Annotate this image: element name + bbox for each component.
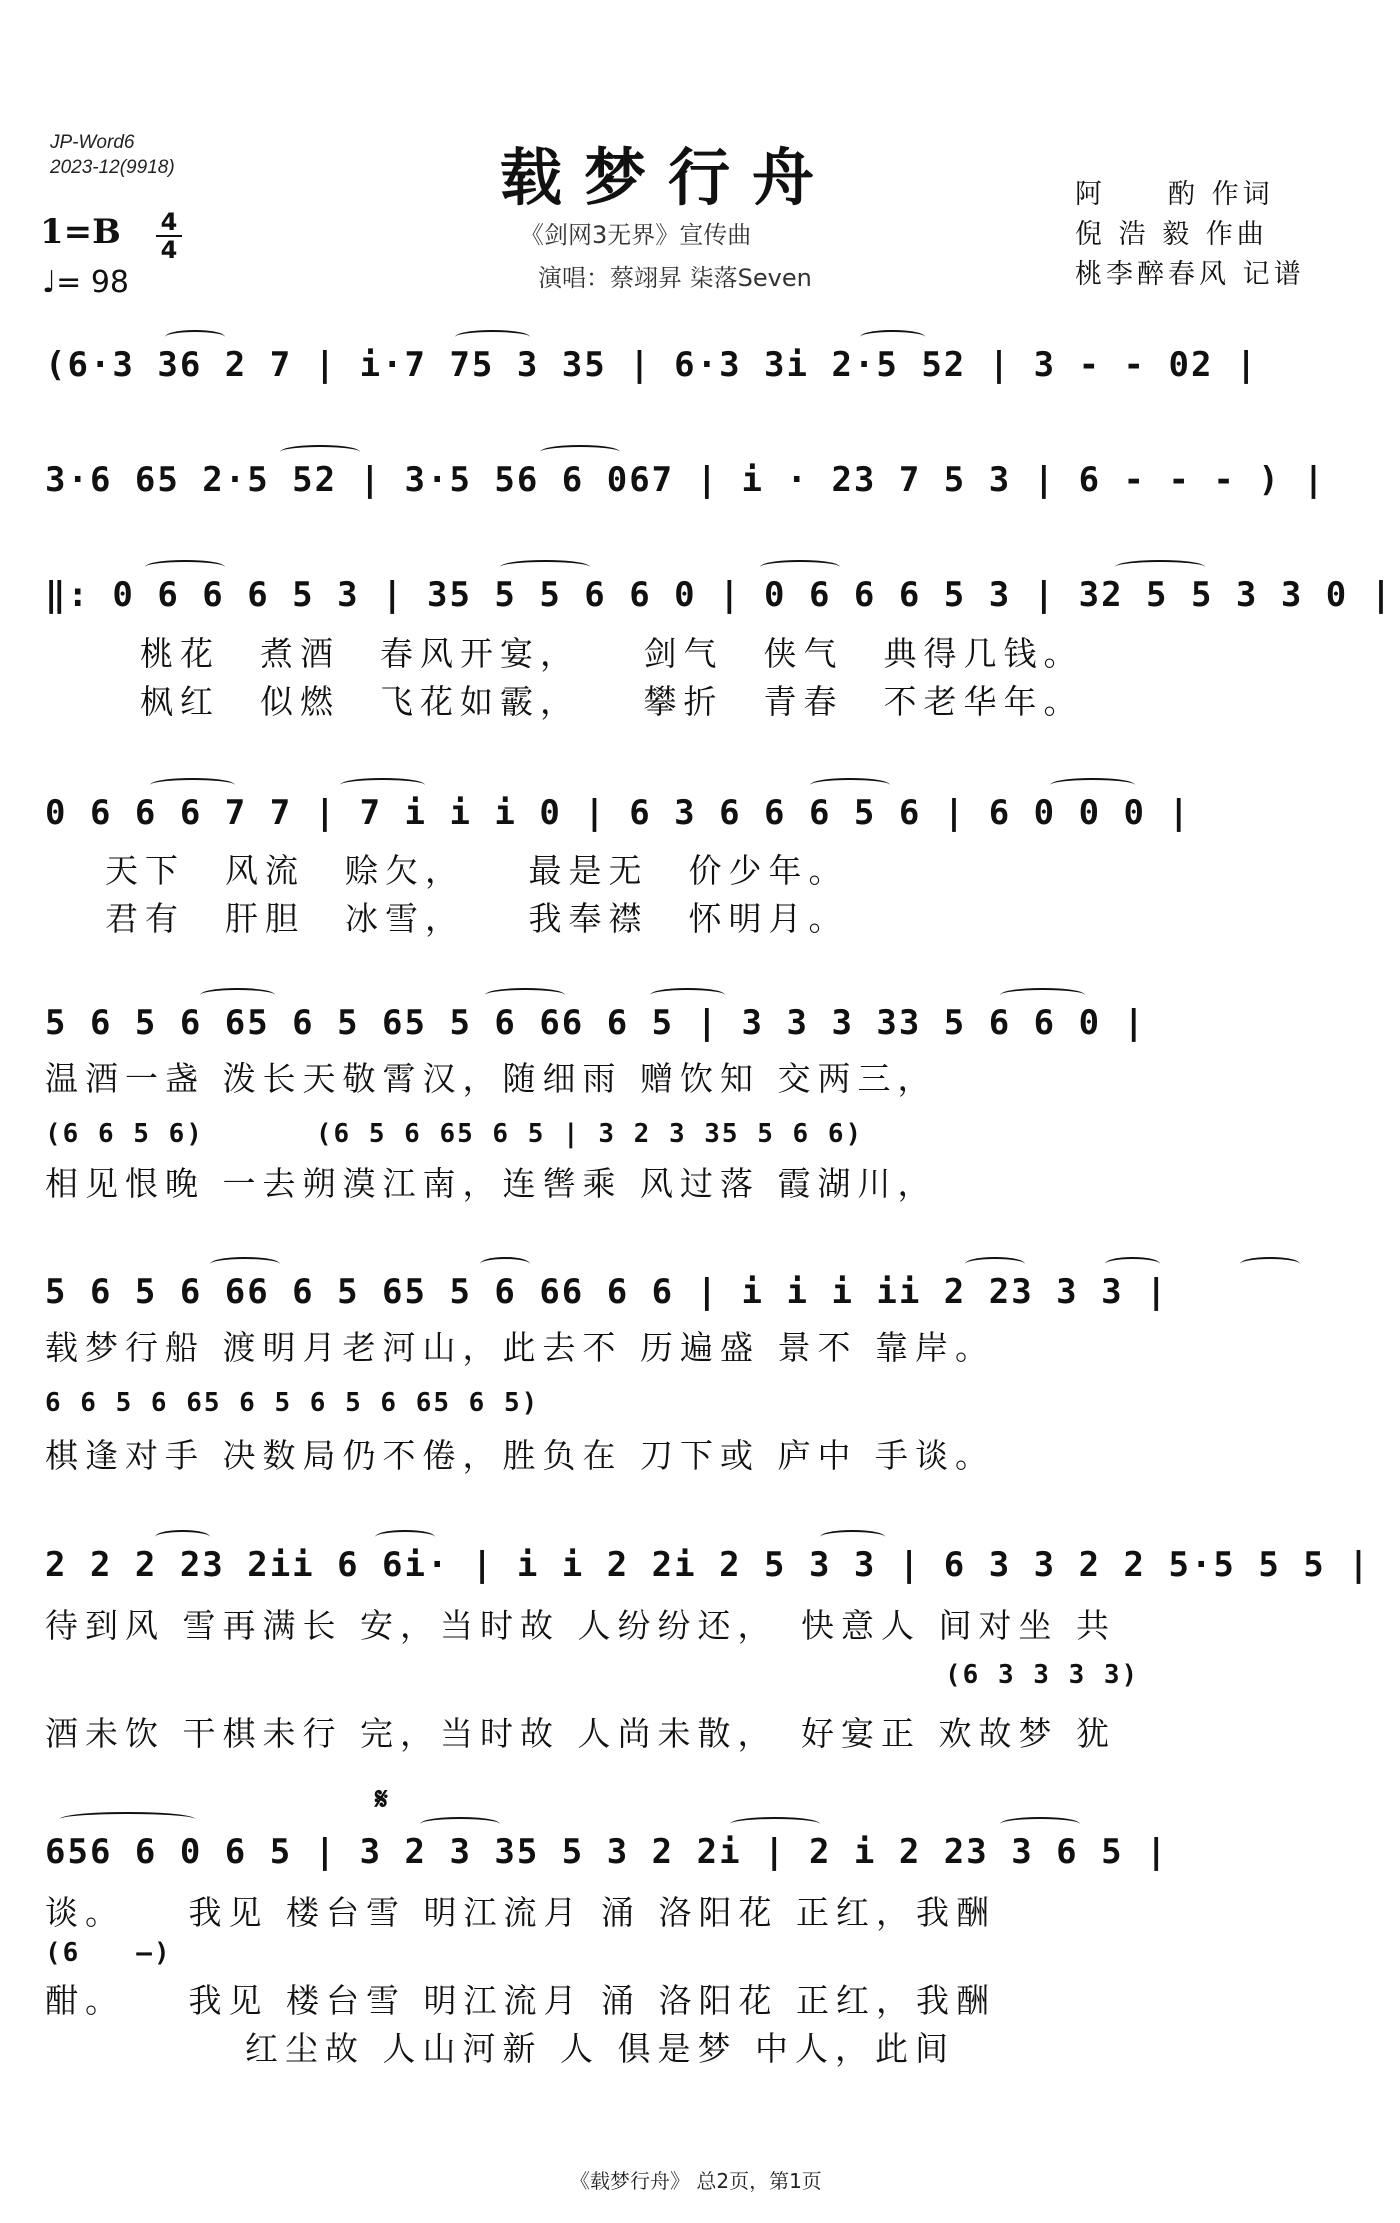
- page-footer: 《载梦行舟》 总2页，第1页: [570, 2169, 822, 2193]
- system-8-alt-lyric-1: 酣。 我见 楼台雪 明江流月 涌 洛阳花 正红，我酬: [45, 1981, 996, 2020]
- system-7-alt-lyric: 酒未饮 干棋未行 完，当时故 人尚未散， 好宴正 欢故梦 犹: [45, 1714, 1116, 1753]
- system-5-notes: 5 6 5 6 65 6 5 65 5 6 66 6 5 | 3 3 3 33 5 6 6 0 |: [45, 1003, 1147, 1043]
- system-8-lyric: 谈。 我见 楼台雪 明江流月 涌 洛阳花 正红，我酬: [45, 1893, 996, 1932]
- song-title: 载梦行舟: [500, 141, 837, 214]
- system-4-lyric-1: 天下 风流 赊欠， 最是无 价少年。: [105, 851, 849, 890]
- singers: 演唱：蔡翊昇 柒落Seven: [538, 264, 812, 292]
- system-3-lyric-2: 枫红 似燃 飞花如霰， 攀折 青春 不老华年。: [140, 682, 1084, 721]
- slur: [500, 560, 590, 574]
- version-label: 2023-12(9918): [50, 157, 175, 178]
- slur: [60, 1812, 195, 1826]
- system-5-lyric: 温酒一盏 泼长天敬霄汉，随细雨 赠饮知 交两三，: [45, 1059, 938, 1098]
- slur: [1050, 778, 1135, 792]
- slur: [1000, 1817, 1080, 1831]
- tempo-value: = 98: [56, 265, 130, 300]
- system-7-alt-notes: (6 3 3 3 3): [945, 1660, 1140, 1690]
- system-7-lyric: 待到风 雪再满长 安，当时故 人纷纷还， 快意人 间对坐 共: [45, 1606, 1116, 1645]
- slur: [1105, 1257, 1160, 1271]
- slur: [165, 330, 225, 344]
- system-6-alt-notes: 6 6 5 6 65 6 5 6 5 6 65 6 5): [45, 1388, 540, 1418]
- system-4-lyric-2: 君有 肝胆 冰雪， 我奉襟 怀明月。: [105, 899, 849, 938]
- system-8-notes: 656 6 0 6 5 | 3 2 3 35 5 3 2 2i | 2 i 2 23 3 6 5 |: [45, 1832, 1169, 1872]
- slur: [820, 1530, 885, 1544]
- system-7-notes: 2 2 2 23 2ii 6 6i· | i i 2 2i 2 5 3 3 | 6 3 3 2 2 5·5 5 5 |: [45, 1545, 1371, 1585]
- system-6-notes: 5 6 5 6 66 6 5 65 5 6 66 6 6 | i i i ii 2 23 3 3 |: [45, 1272, 1169, 1312]
- slur: [650, 988, 725, 1002]
- tempo-marking: [42, 265, 129, 300]
- composer-credit: 倪 浩 毅 作曲: [1075, 219, 1268, 250]
- system-3-notes: ‖: 0 6 6 6 5 3 | 35 5 5 6 6 0 | 0 6 6 6 5 3 | 32 5 5 3 3 0 |: [45, 575, 1394, 615]
- slur: [155, 1530, 210, 1544]
- slur: [730, 1817, 820, 1831]
- slur: [150, 778, 235, 792]
- slur: [965, 1257, 1025, 1271]
- system-3-lyric-1: 桃花 煮酒 春风开宴， 剑气 侠气 典得几钱。: [140, 634, 1084, 673]
- slur: [420, 1817, 500, 1831]
- slur: [1240, 1257, 1300, 1271]
- slur: [375, 1530, 435, 1544]
- slur: [280, 445, 360, 459]
- slur: [455, 330, 530, 344]
- slur: [145, 560, 225, 574]
- slur: [540, 445, 620, 459]
- time-signature-bottom: 4: [160, 236, 178, 264]
- slur: [1000, 988, 1085, 1002]
- quarter-note-icon: ♩: [42, 265, 57, 300]
- system-8-alt-lyric-2: 红尘故 人山河新 人 俱是梦 中人，此间: [45, 2029, 955, 2068]
- system-5-alt-notes: (6 6 5 6) (6 5 6 65 6 5 | 3 2 3 35 5 6 6): [45, 1119, 864, 1149]
- slur: [340, 778, 425, 792]
- system-6-alt-lyric: 棋逢对手 决数局仍不倦，胜负在 刀下或 庐中 手谈。: [45, 1436, 995, 1475]
- slur: [860, 330, 925, 344]
- song-subtitle: 《剑网3无界》宣传曲: [520, 221, 752, 249]
- lyricist-credit: 阿 酌 作词: [1075, 179, 1274, 210]
- time-signature: [156, 210, 182, 262]
- slur: [1115, 560, 1205, 574]
- system-2-notes: 3·6 65 2·5 52 | 3·5 56 6 067 | i · 23 7 5 3 | 6 - - - ) |: [45, 460, 1326, 500]
- slur: [485, 988, 565, 1002]
- transcriber-credit: 桃李醉春风 记谱: [1075, 259, 1305, 290]
- segno-sign: 𝄋: [375, 1782, 388, 1817]
- slur: [760, 560, 840, 574]
- time-signature-top: 4: [160, 208, 178, 236]
- slur: [810, 778, 890, 792]
- key-signature: 1=B: [40, 212, 121, 252]
- system-4-notes: 0 6 6 6 7 7 | 7 i i i 0 | 6 3 6 6 6 5 6 | 6 0 0 0 |: [45, 793, 1191, 833]
- slur: [480, 1257, 530, 1271]
- slur: [200, 988, 275, 1002]
- system-6-lyric: 载梦行船 渡明月老河山，此去不 历遍盛 景不 靠岸。: [45, 1328, 995, 1367]
- software-label: JP-Word6: [50, 132, 135, 153]
- slur: [210, 1257, 280, 1271]
- system-5-alt-lyric: 相见恨晚 一去朔漠江南，连辔乘 风过落 霞湖川，: [45, 1164, 938, 1203]
- system-8-alt-notes: (6 –): [45, 1938, 172, 1968]
- system-1-notes: (6·3 36 2 7 | i·7 75 3 35 | 6·3 3i 2·5 52 | 3 - - 02 |: [45, 345, 1259, 385]
